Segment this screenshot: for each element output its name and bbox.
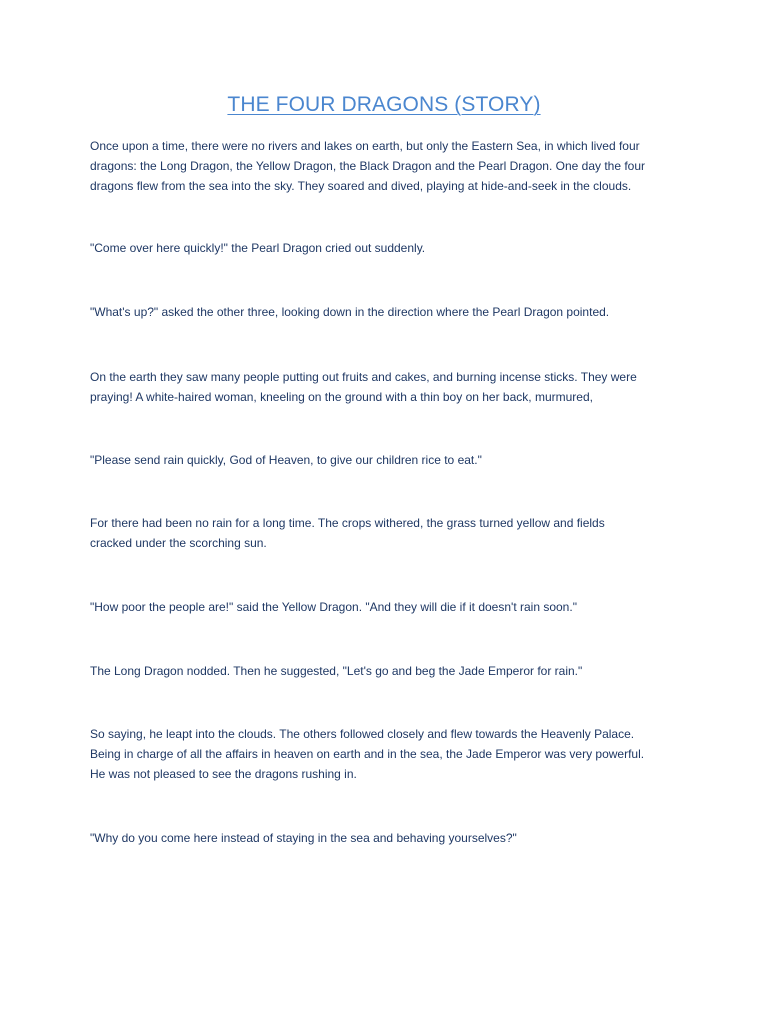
paragraph-7: "How poor the people are!" said the Yellow Dragon. "And they will die if it doesn't rain soon." <box>90 600 577 614</box>
paragraph-3: "What's up?" asked the other three, looking down in the direction where the Pearl Dragon pointed. <box>90 305 610 319</box>
paragraph-10: "Why do you come here instead of staying in the sea and behaving yourselves?" <box>90 831 517 845</box>
paragraph-6: For there had been no rain for a long time. The crops withered, the grass turned yellow and fields cracked under the scorching sun. <box>90 516 605 550</box>
paragraph-4: On the earth they saw many people putting out fruits and cakes, and burning incense sticks. They were praying! A white-haired woman, kneeling on the ground with a thin boy on her back, murmured, <box>90 370 637 404</box>
paragraph-2: "Come over here quickly!" the Pearl Dragon cried out suddenly. <box>90 241 426 255</box>
paragraph-9: So saying, he leapt into the clouds. The others followed closely and flew towards the Heavenly Palace. Being in charge of all the affairs in heaven on earth and in the sea, the Jade Emperor was very powerful. He was not pleased to see the dragons rushing in. <box>90 727 645 781</box>
document-title: THE FOUR DRAGONS (STORY) <box>227 93 541 116</box>
paragraph-1: Once upon a time, there were no rivers and lakes on earth, but only the Eastern Sea, in which lived four dragons: the Long Dragon, the Yellow Dragon, the Black Dragon and the Pearl Dragon. One day the four dragons flew from the sea into the sky. They soared and dived, playing at hide-and-seek in the clouds. <box>90 139 646 193</box>
paragraph-8: The Long Dragon nodded. Then he suggested, "Let's go and beg the Jade Emperor for rain." <box>90 664 583 678</box>
paragraph-5: "Please send rain quickly, God of Heaven, to give our children rice to eat." <box>90 453 482 467</box>
